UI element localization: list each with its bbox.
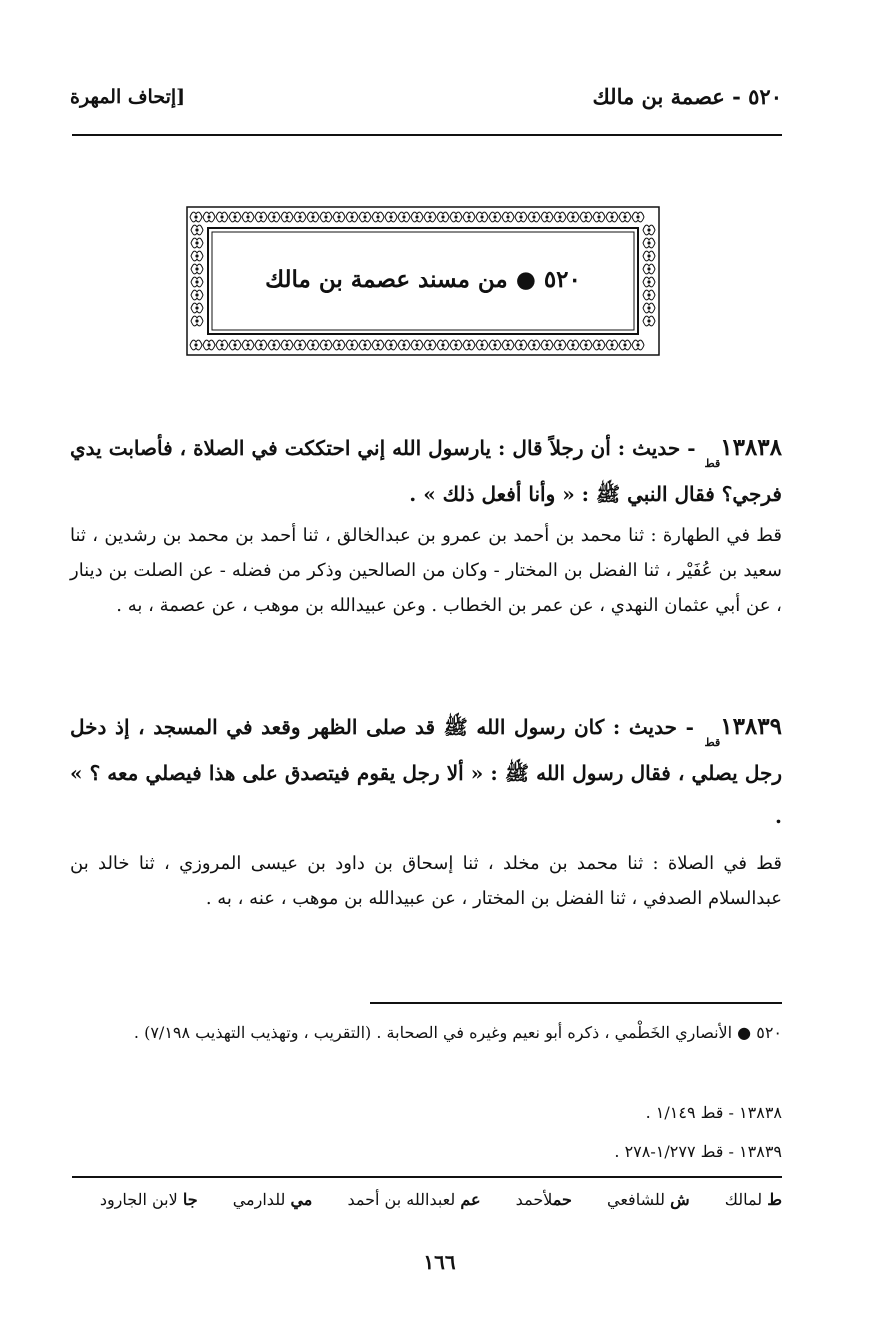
isnad-text: قط في الطهارة : ثنا محمد بن أحمد بن عمرو بن عبدالخالق ، ثنا أحمد بن محمد بن رشدين ، ثنا سعيد بن عُفَيْر ، ثنا الفضل بن المختار - وكان من الصالحين وذكر من فضله - عن الصلت بن دينار ، عن أبي عثمان النهدي ، عن عمر بن الخطاب . وعن عبيدالله بن موهب ، عن عصمة ، به . xyxy=(70,525,782,616)
ornament-motif xyxy=(320,212,332,222)
ornament-motif xyxy=(191,277,203,287)
abbr-item xyxy=(725,1190,782,1209)
ornament-motif xyxy=(346,340,358,350)
ornament-motif xyxy=(190,340,202,350)
ornament-motif xyxy=(619,212,631,222)
abbr-code: مي xyxy=(290,1190,313,1209)
ornament-motif xyxy=(606,340,618,350)
header-divider xyxy=(72,134,782,136)
ornament-motif xyxy=(643,277,655,287)
ornament-motif xyxy=(476,212,488,222)
ornament-motif xyxy=(255,212,267,222)
ornament-motif xyxy=(643,251,655,261)
ornament-motif xyxy=(489,340,501,350)
page-number: ١٦٦ xyxy=(423,1250,456,1274)
ornament-motif xyxy=(567,212,579,222)
ornament-motif xyxy=(437,340,449,350)
ornament-motif xyxy=(320,340,332,350)
abbr-code: حم xyxy=(552,1190,572,1209)
ornament-motif xyxy=(424,212,436,222)
abbr-item xyxy=(347,1190,480,1209)
footnote-2: ١٣٨٣٨ - قط ١/١٤٩ . xyxy=(645,1103,782,1122)
abbr-item xyxy=(233,1190,313,1209)
ornament-motif xyxy=(307,212,319,222)
abbr-item xyxy=(607,1190,690,1209)
ornament-motif xyxy=(359,340,371,350)
ornament-motif xyxy=(191,303,203,313)
ornament-motif xyxy=(242,212,254,222)
isnad-text: قط في الصلاة : ثنا محمد بن مخلد ، ثنا إسحاق بن داود بن عيسى المروزي ، ثنا خالد بن عبدالسلام الصدفي ، ثنا الفضل بن المختار ، عن عبيدالله بن موهب ، عنه ، به . xyxy=(70,853,782,909)
abbr-meaning: للشافعي xyxy=(607,1190,666,1209)
abbreviations-divider xyxy=(72,1176,782,1178)
ornament-motif xyxy=(398,340,410,350)
ornament-motif xyxy=(424,340,436,350)
ornament-motif xyxy=(385,340,397,350)
hadith-matn-2 xyxy=(70,705,782,838)
abbr-meaning: لمالك xyxy=(724,1190,763,1209)
ornament-motif xyxy=(191,238,203,248)
ornament-motif xyxy=(281,340,293,350)
abbr-meaning: لأحمد xyxy=(515,1190,553,1209)
ornament-motif xyxy=(268,340,280,350)
ornament-motif xyxy=(203,212,215,222)
ornament-motif xyxy=(541,340,553,350)
ornament-motif xyxy=(255,340,267,350)
ornament-motif xyxy=(643,303,655,313)
ornament-motif xyxy=(229,212,241,222)
hadith-number: ١٣٨٣٩ xyxy=(720,713,782,740)
ornament-motif xyxy=(450,340,462,350)
hadith-number: ١٣٨٣٨ xyxy=(720,434,782,461)
abbr-code: عم xyxy=(460,1190,481,1209)
ornament-motif xyxy=(411,212,423,222)
hadith-isnad-1 xyxy=(70,518,782,623)
running-header xyxy=(70,84,782,124)
ornament-motif xyxy=(191,264,203,274)
ornament-motif xyxy=(593,212,605,222)
footnote-divider xyxy=(370,1002,782,1004)
ornament-motif xyxy=(191,225,203,235)
abbr-code: ط xyxy=(767,1190,782,1209)
ornament-motif xyxy=(333,212,345,222)
ornament-motif xyxy=(281,212,293,222)
abbr-code: ش xyxy=(670,1190,690,1209)
ornament-motif xyxy=(216,212,228,222)
ornament-motif xyxy=(515,340,527,350)
ornament-motif xyxy=(541,212,553,222)
ornament-motif xyxy=(190,212,202,222)
abbr-code: جا xyxy=(182,1190,198,1209)
ornament-motif xyxy=(463,212,475,222)
ornament-motif xyxy=(463,340,475,350)
ornament-motif xyxy=(411,340,423,350)
book-title: [إتحاف المهرة xyxy=(70,86,186,108)
hadith-matn-1 xyxy=(70,426,782,516)
source-code: قط xyxy=(704,736,721,749)
footnote-1: ٥٢٠ ● الأنصاري الخَطْمي ، ذكره أبو نعيم وغيره في الصحابة . (التقريب ، وتهذيب التهذيب ٧/١٩٨) . xyxy=(133,1023,782,1042)
ornament-motif xyxy=(268,212,280,222)
ornament-motif xyxy=(643,316,655,326)
ornament-motif xyxy=(632,212,644,222)
ornament-motif xyxy=(372,212,384,222)
ornament-motif xyxy=(554,340,566,350)
ornament-motif xyxy=(580,212,592,222)
abbr-meaning: للدارمي xyxy=(232,1190,286,1209)
ornament-motif xyxy=(502,212,514,222)
ornament-motif xyxy=(643,238,655,248)
chapter-heading: ٥٢٠ - عصمة بن مالك xyxy=(592,84,782,109)
ornament-motif xyxy=(398,212,410,222)
ornament-motif xyxy=(619,340,631,350)
ornament-motif xyxy=(333,340,345,350)
hadith-text: - حديث : كان رسول الله ﷺ قد صلى الظهر وقعد في المسجد ، إذ دخل رجل يصلي ، فقال رسول الله ﷺ : « ألا رجل يقوم فيتصدق على هذا فيصلي معه ؟ » . xyxy=(70,715,782,828)
ornament-motif xyxy=(580,340,592,350)
ornament-motif xyxy=(294,212,306,222)
ornament-motif xyxy=(528,212,540,222)
ornament-motif xyxy=(191,251,203,261)
ornament-motif xyxy=(307,340,319,350)
hadith-isnad-2 xyxy=(70,846,782,916)
section-title-frame xyxy=(186,206,660,356)
ornament-motif xyxy=(643,290,655,300)
ornament-motif xyxy=(229,340,241,350)
hadith-text: - حديث : أن رجلاً قال : يارسول الله إني احتككت في الصلاة ، فأصابت يدي فرجي؟ فقال النبي ﷺ : « وأنا أفعل ذلك » . xyxy=(70,436,782,506)
ornament-motif xyxy=(606,212,618,222)
ornament-motif xyxy=(450,212,462,222)
abbr-item xyxy=(516,1190,572,1209)
ornament-motif xyxy=(554,212,566,222)
source-code: قط xyxy=(704,457,721,470)
ornament-motif xyxy=(515,212,527,222)
ornament-motif xyxy=(385,212,397,222)
ornament-motif xyxy=(489,212,501,222)
ornament-motif xyxy=(191,316,203,326)
ornament-motif xyxy=(216,340,228,350)
ornament-motif xyxy=(372,340,384,350)
ornament-motif xyxy=(191,290,203,300)
ornament-motif xyxy=(643,264,655,274)
ornament-motif xyxy=(203,340,215,350)
ornament-motif xyxy=(528,340,540,350)
section-title: ٥٢٠ ● من مسند عصمة بن مالك xyxy=(265,266,581,293)
ornament-motif xyxy=(359,212,371,222)
abbreviations-key xyxy=(100,1190,782,1209)
abbr-item xyxy=(100,1190,198,1209)
ornament-motif xyxy=(632,340,644,350)
ornament-motif xyxy=(346,212,358,222)
ornament-motif xyxy=(643,225,655,235)
ornament-motif xyxy=(294,340,306,350)
ornament-motif xyxy=(502,340,514,350)
ornament-motif xyxy=(567,340,579,350)
abbr-meaning: لابن الجارود xyxy=(99,1190,178,1209)
abbr-meaning: لعبدالله بن أحمد xyxy=(347,1190,456,1209)
ornament-motif xyxy=(476,340,488,350)
ornament-motif xyxy=(242,340,254,350)
ornament-motif xyxy=(593,340,605,350)
footnote-3: ١٣٨٣٩ - قط ١/٢٧٧-٢٧٨ . xyxy=(614,1142,782,1161)
ornament-motif xyxy=(437,212,449,222)
